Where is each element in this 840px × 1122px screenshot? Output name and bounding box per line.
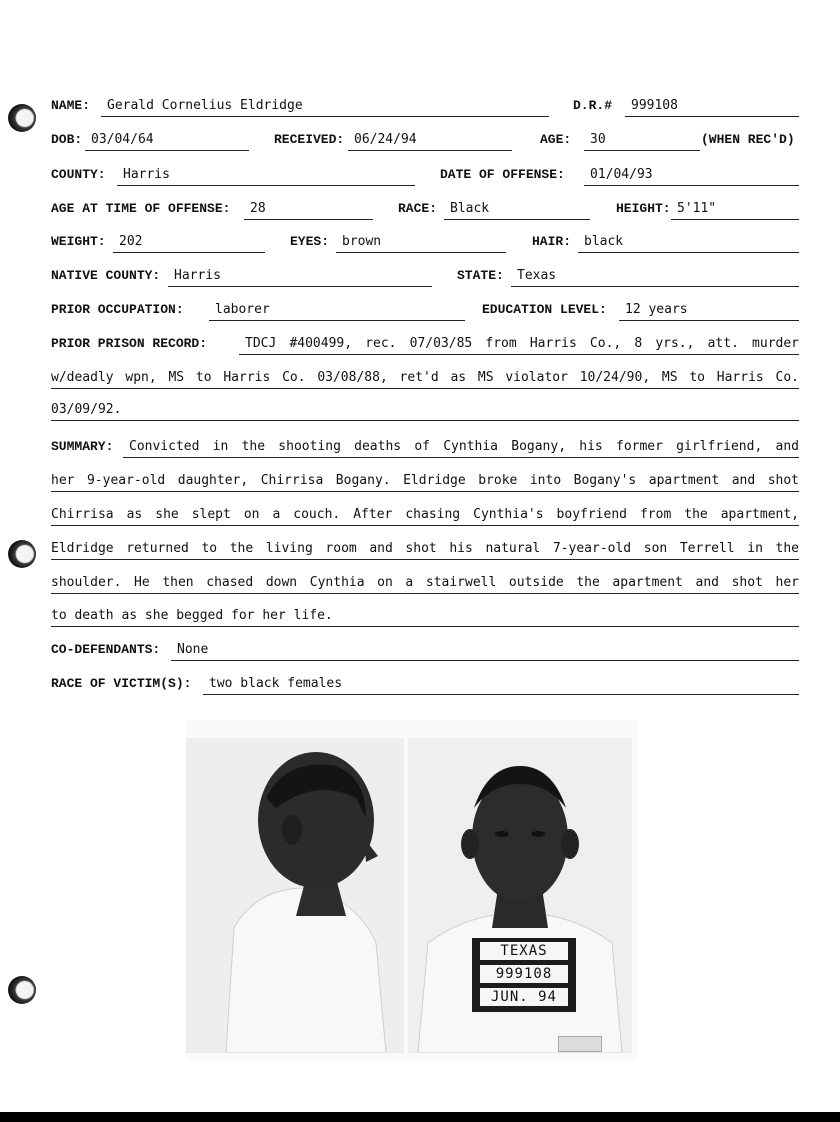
placard-date: JUN. 94 — [480, 988, 568, 1006]
state-label: STATE: — [457, 268, 504, 283]
summary-line-1: Convicted in the shooting deaths of Cynthia Bogany, his former girlfriend, and — [123, 439, 799, 458]
summary-line-6: to death as she begged for her life. — [51, 608, 799, 627]
eyes-label: EYES: — [290, 234, 330, 249]
summary-row — [51, 439, 799, 459]
front-photo — [408, 738, 632, 1053]
id-placard — [472, 938, 576, 1012]
summary-line-2: her 9-year-old daughter, Chirrisa Bogany. Eldridge broke into Bogany's apartment and shot — [51, 473, 799, 492]
codefendants-row — [51, 642, 799, 662]
hair-label: HAIR: — [532, 234, 572, 249]
prior-record-label: PRIOR PRISON RECORD: — [51, 336, 208, 351]
photo-stamp — [558, 1036, 602, 1052]
profile-silhouette — [186, 738, 404, 1053]
education-value: 12 years — [619, 302, 799, 321]
height-value: 5'11" — [671, 201, 799, 220]
placard-number: 999108 — [480, 965, 568, 983]
dob-row — [51, 132, 799, 152]
hair-value: black — [578, 234, 799, 253]
county-label: COUNTY: — [51, 167, 106, 182]
mugshot-area — [186, 720, 638, 1060]
native-county-label: NATIVE COUNTY: — [51, 268, 161, 283]
prior-record-line-3: 03/09/92. — [51, 402, 799, 421]
name-label: NAME: — [51, 98, 91, 113]
age-offense-value: 28 — [244, 201, 373, 220]
dr-label: D.R.# — [573, 98, 613, 113]
dob-value: 03/04/64 — [85, 132, 249, 151]
county-row — [51, 167, 799, 187]
race-value: Black — [444, 201, 590, 220]
name-row — [51, 98, 799, 118]
when-received-note: (WHEN REC'D) — [701, 132, 795, 147]
summary-line-5: shoulder. He then chased down Cynthia on a stairwell outside the apartment and shot her — [51, 575, 799, 594]
weight-row — [51, 234, 799, 254]
received-label: RECEIVED: — [274, 132, 345, 147]
summary-label: SUMMARY: — [51, 439, 114, 454]
profile-photo — [186, 738, 404, 1053]
name-value: Gerald Cornelius Eldridge — [101, 98, 549, 117]
weight-value: 202 — [113, 234, 265, 253]
prior-record-line-1: TDCJ #400499, rec. 07/03/85 from Harris Co., 8 yrs., att. murder — [239, 336, 799, 355]
race-label: RACE: — [398, 201, 438, 216]
age-label: AGE: — [540, 132, 572, 147]
native-county-row — [51, 268, 799, 288]
prior-record-row — [51, 336, 799, 356]
eyes-value: brown — [336, 234, 506, 253]
county-value: Harris — [117, 167, 415, 186]
date-offense-label: DATE OF OFFENSE: — [440, 167, 565, 182]
age-offense-label: AGE AT TIME OF OFFENSE: — [51, 201, 231, 216]
punch-hole-middle — [8, 540, 36, 568]
summary-line-4: Eldridge returned to the living room and shot his natural 7-year-old son Terrell in the — [51, 541, 799, 560]
codefendants-value: None — [171, 642, 799, 661]
occupation-row — [51, 302, 799, 322]
age-offense-row — [51, 201, 799, 221]
dob-label: DOB: — [51, 132, 83, 147]
native-county-value: Harris — [168, 268, 432, 287]
victims-label: RACE OF VICTIM(S): — [51, 676, 192, 691]
prior-record-line-2: w/deadly wpn, MS to Harris Co. 03/08/88, ret'd as MS violator 10/24/90, MS to Harris Co. — [51, 370, 799, 389]
punch-hole-top — [8, 104, 36, 132]
codefendants-label: CO-DEFENDANTS: — [51, 642, 161, 657]
age-value: 30 — [584, 132, 700, 151]
weight-label: WEIGHT: — [51, 234, 106, 249]
victims-value: two black females — [203, 676, 799, 695]
state-value: Texas — [511, 268, 799, 287]
placard-state: TEXAS — [480, 942, 568, 960]
victims-row — [51, 676, 799, 696]
occupation-label: PRIOR OCCUPATION: — [51, 302, 184, 317]
height-label: HEIGHT: — [616, 201, 671, 216]
received-value: 06/24/94 — [348, 132, 512, 151]
punch-hole-bottom — [8, 976, 36, 1004]
date-offense-value: 01/04/93 — [584, 167, 799, 186]
scan-edge — [0, 1112, 840, 1122]
education-label: EDUCATION LEVEL: — [482, 302, 607, 317]
dr-value: 999108 — [625, 98, 799, 117]
summary-line-3: Chirrisa as she slept on a couch. After chasing Cynthia's boyfriend from the apartment, — [51, 507, 799, 526]
occupation-value: laborer — [209, 302, 465, 321]
